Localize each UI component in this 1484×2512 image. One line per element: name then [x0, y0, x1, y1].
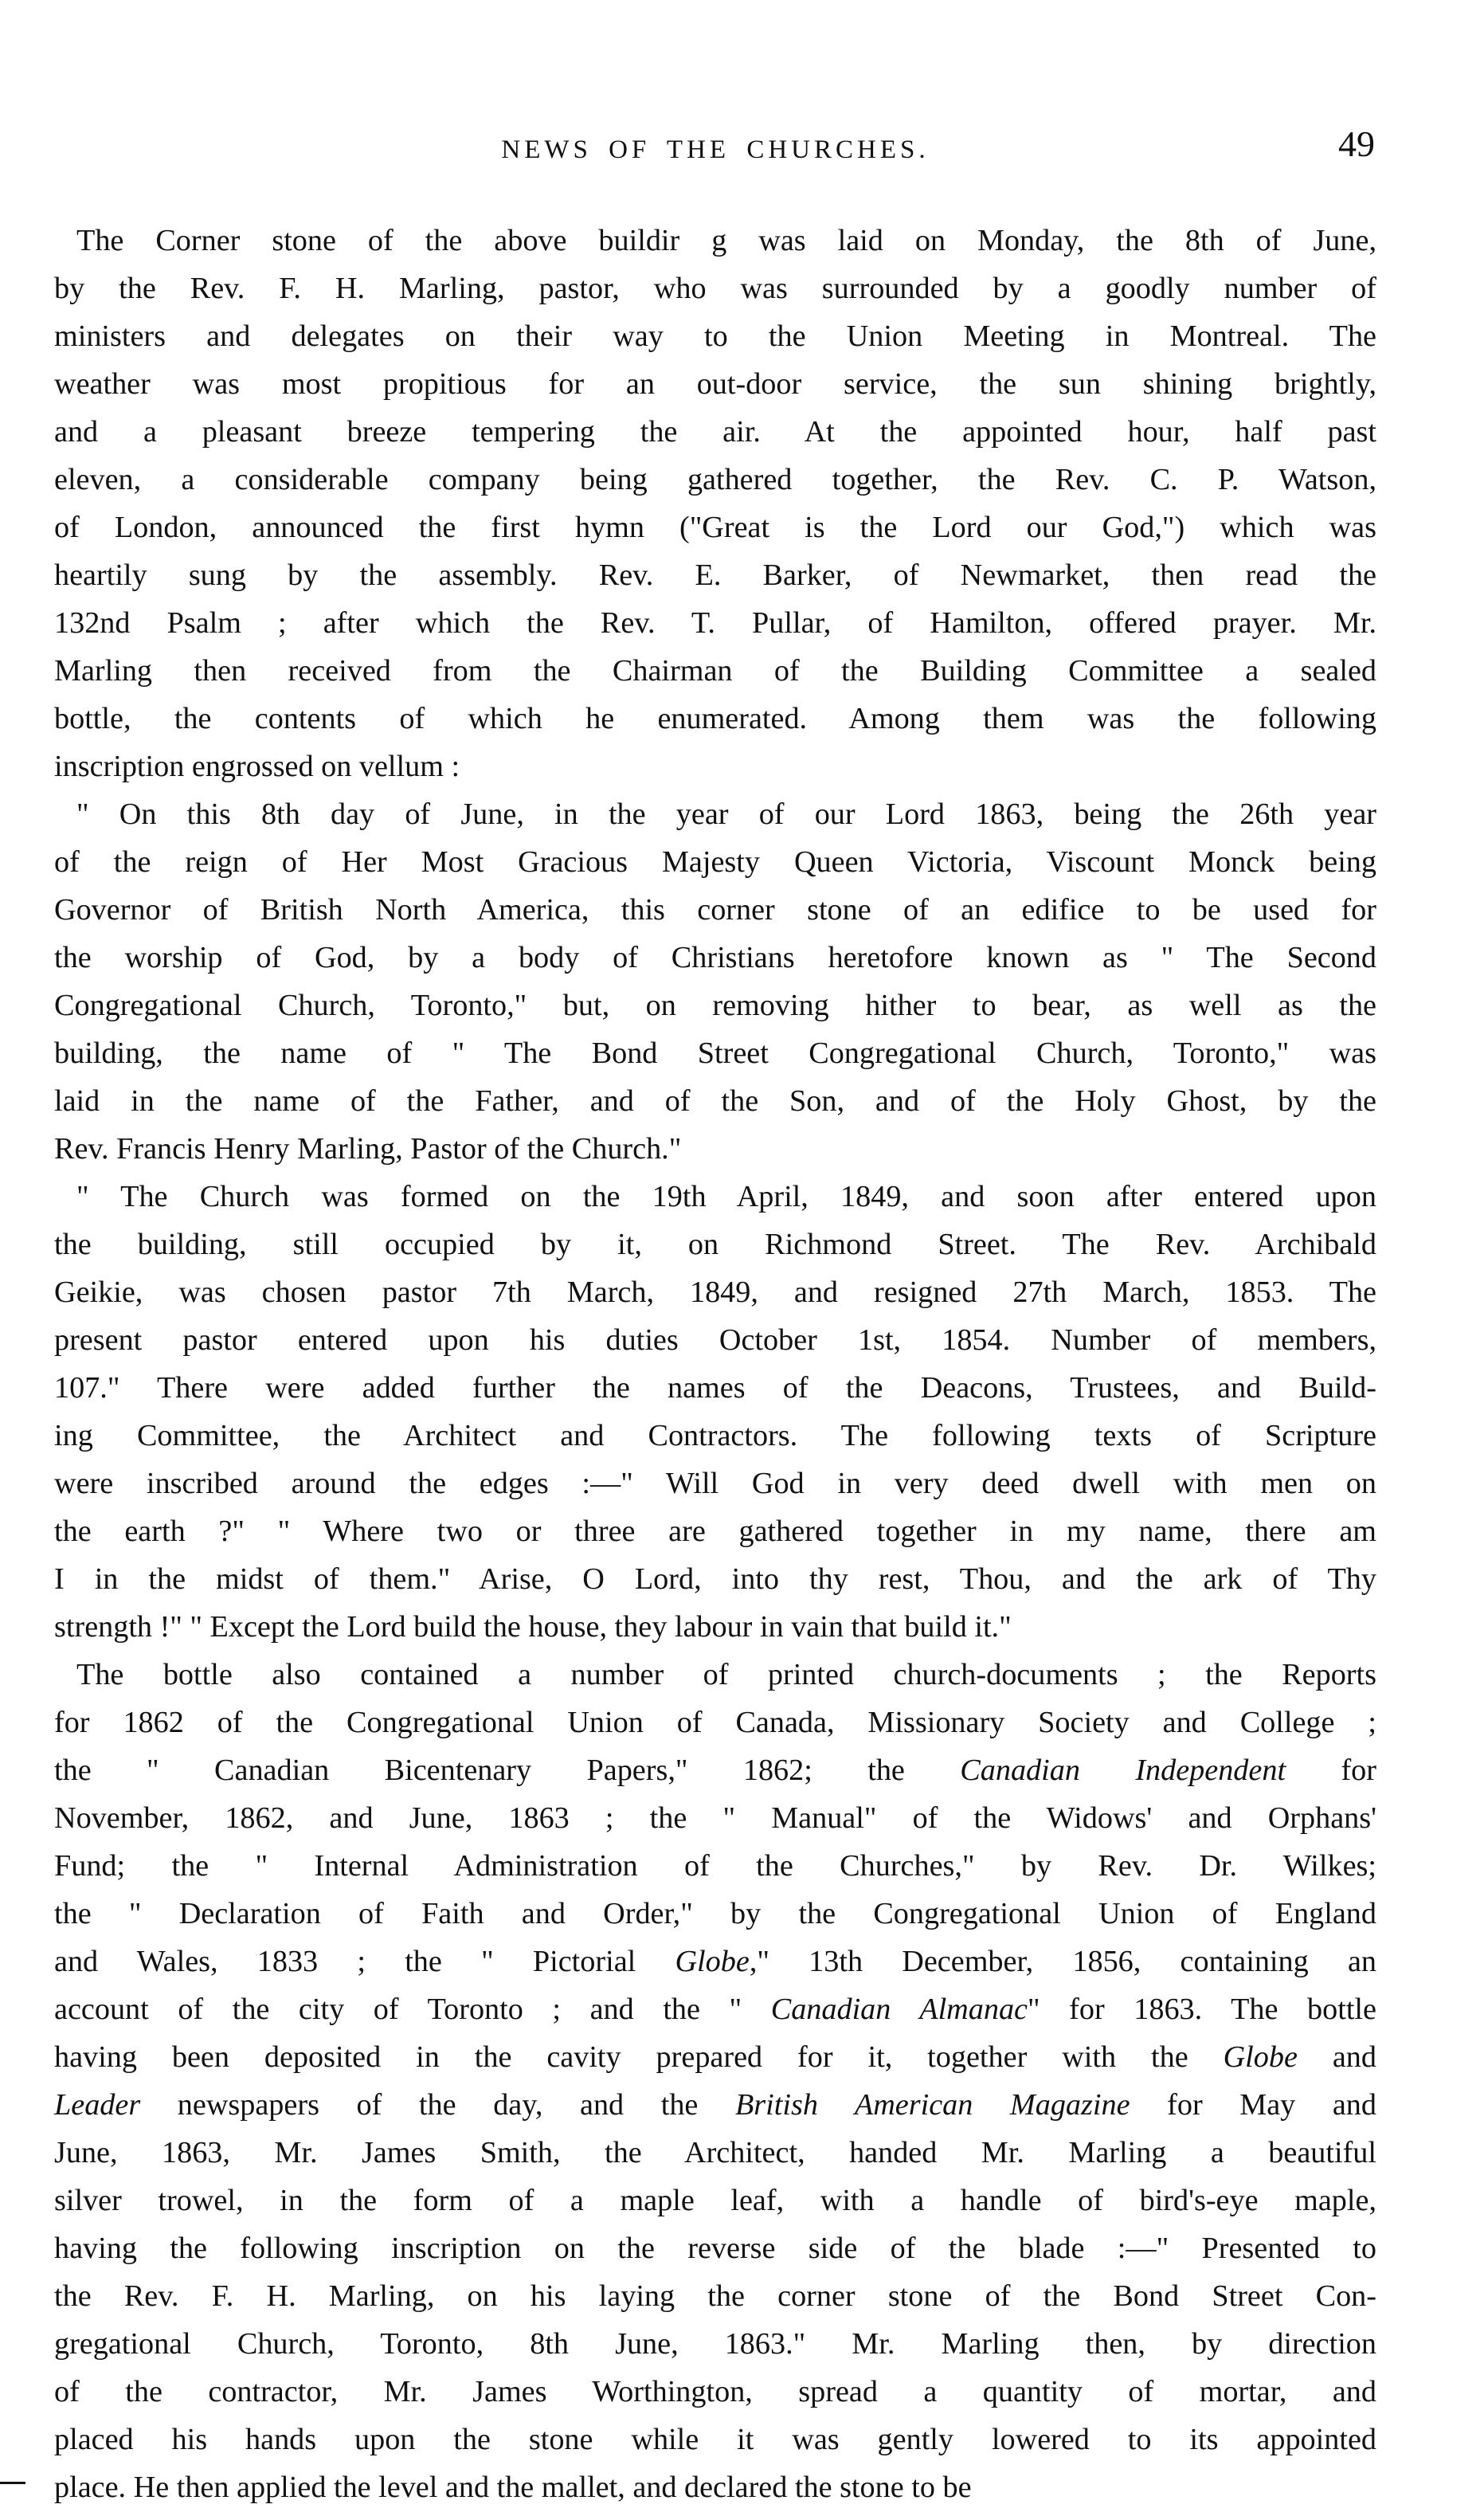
text-line: and Wales, 1833 ; the " Pictorial Globe," 13th December, 1856, containing an — [54, 1945, 1376, 1978]
text-line: the worship of God, by a body of Christians heretofore known as " The Second — [54, 941, 1376, 974]
text-line: having been deposited in the cavity prepared for it, together with the Globe and — [54, 2040, 1376, 2074]
text-line: silver trowel, in the form of a maple leaf, with a handle of bird's-eye maple, — [54, 2184, 1376, 2217]
page — [54, 120, 1376, 2511]
text-line: The Corner stone of the above buildir g was laid on Monday, the 8th of June, — [76, 224, 1376, 257]
text-line: of the reign of Her Most Gracious Majesty Queen Victoria, Viscount Monck being — [54, 845, 1376, 879]
text-line: Congregational Church, Toronto," but, on removing hither to bear, as well as the — [54, 989, 1376, 1022]
text-line: Fund; the " Internal Administration of the Churches," by Rev. Dr. Wilkes; — [54, 1849, 1376, 1883]
text-line: eleven, a considerable company being gathered together, the Rev. C. P. Watson, — [54, 463, 1376, 496]
text-line: weather was most propitious for an out-door service, the sun shining brightly, — [54, 367, 1376, 401]
text-line: 107." There were added further the names of the Deacons, Trustees, and Build- — [54, 1371, 1376, 1405]
running-head: NEWS OF THE CHURCHES. — [501, 135, 930, 164]
text-line: the " Declaration of Faith and Order," by the Congregational Union of England — [54, 1897, 1376, 1930]
text-line: June, 1863, Mr. James Smith, the Architect, handed Mr. Marling a beautiful — [54, 2136, 1376, 2169]
text-line: the Rev. F. H. Marling, on his laying the corner stone of the Bond Street Con- — [54, 2279, 1376, 2313]
page-header — [54, 120, 1376, 175]
text-line: and a pleasant breeze tempering the air. At the appointed hour, half past — [54, 415, 1376, 449]
text-line: placed his hands upon the stone while it was gently lowered to its appointed — [54, 2423, 1376, 2456]
text-line: 132nd Psalm ; after which the Rev. T. Pullar, of Hamilton, offered prayer. Mr. — [54, 606, 1376, 640]
page-number: 49 — [1338, 123, 1375, 164]
paragraph — [54, 217, 1376, 790]
page-edge-mark — [0, 2482, 25, 2484]
text-line: by the Rev. F. H. Marling, pastor, who was surrounded by a goodly number of — [54, 272, 1376, 305]
text-line: November, 1862, and June, 1863 ; the " Manual" of the Widows' and Orphans' — [54, 1801, 1376, 1835]
body-text — [54, 217, 1376, 2511]
text-line: ing Committee, the Architect and Contractors. The following texts of Scripture — [54, 1419, 1376, 1452]
text-line: the " Canadian Bicentenary Papers," 1862; the Canadian Independent for — [54, 1754, 1376, 1787]
text-line: Rev. Francis Henry Marling, Pastor of the Church." — [54, 1132, 682, 1166]
text-line: inscription engrossed on vellum : — [54, 750, 460, 783]
paragraph — [54, 1173, 1376, 1651]
text-line: the earth ?" " Where two or three are gathered together in my name, there am — [54, 1515, 1376, 1548]
text-line: the building, still occupied by it, on Richmond Street. The Rev. Archibald — [54, 1228, 1376, 1261]
text-line: present pastor entered upon his duties October 1st, 1854. Number of members, — [54, 1323, 1376, 1357]
text-line: having the following inscription on the reverse side of the blade :—" Presented to — [54, 2232, 1376, 2265]
text-line: heartily sung by the assembly. Rev. E. Barker, of Newmarket, then read the — [54, 558, 1376, 592]
text-line: " On this 8th day of June, in the year of our Lord 1863, being the 26th year — [76, 797, 1376, 831]
text-line: Geikie, was chosen pastor 7th March, 1849, and resigned 27th March, 1853. The — [54, 1276, 1376, 1309]
text-line: " The Church was formed on the 19th April, 1849, and soon after entered upon — [76, 1180, 1376, 1213]
text-line: strength !" " Except the Lord build the house, they labour in vain that build it." — [54, 1610, 1012, 1644]
text-line: account of the city of Toronto ; and the " Canadian Almanac" for 1863. The bottle — [54, 1993, 1376, 2026]
text-line: of London, announced the first hymn ("Great is the Lord our God,") which was — [54, 511, 1376, 544]
text-line: Marling then received from the Chairman of the Building Committee a sealed — [54, 654, 1376, 688]
paragraph — [54, 1651, 1376, 2511]
text-line: bottle, the contents of which he enumerated. Among them was the following — [54, 702, 1376, 735]
text-line: Leader newspapers of the day, and the British American Magazine for May and — [54, 2088, 1376, 2122]
text-line: for 1862 of the Congregational Union of Canada, Missionary Society and College ; — [54, 1706, 1376, 1739]
text-line: were inscribed around the edges :—" Will God in very deed dwell with men on — [54, 1467, 1376, 1500]
text-line: building, the name of " The Bond Street Congregational Church, Toronto," was — [54, 1037, 1376, 1070]
text-line: of the contractor, Mr. James Worthington, spread a quantity of mortar, and — [54, 2375, 1376, 2408]
text-line: The bottle also contained a number of printed church-documents ; the Reports — [76, 1658, 1376, 1691]
text-line: Governor of British North America, this corner stone of an edifice to be used for — [54, 893, 1376, 927]
text-line: gregational Church, Toronto, 8th June, 1863." Mr. Marling then, by direction — [54, 2327, 1376, 2361]
text-line: laid in the name of the Father, and of the Son, and of the Holy Ghost, by the — [54, 1084, 1376, 1118]
paragraph — [54, 790, 1376, 1173]
text-line: ministers and delegates on their way to the Union Meeting in Montreal. The — [54, 319, 1376, 353]
text-line: I in the midst of them." Arise, O Lord, into thy rest, Thou, and the ark of Thy — [54, 1562, 1376, 1596]
text-line: place. He then applied the level and the mallet, and declared the stone to be — [54, 2471, 972, 2504]
